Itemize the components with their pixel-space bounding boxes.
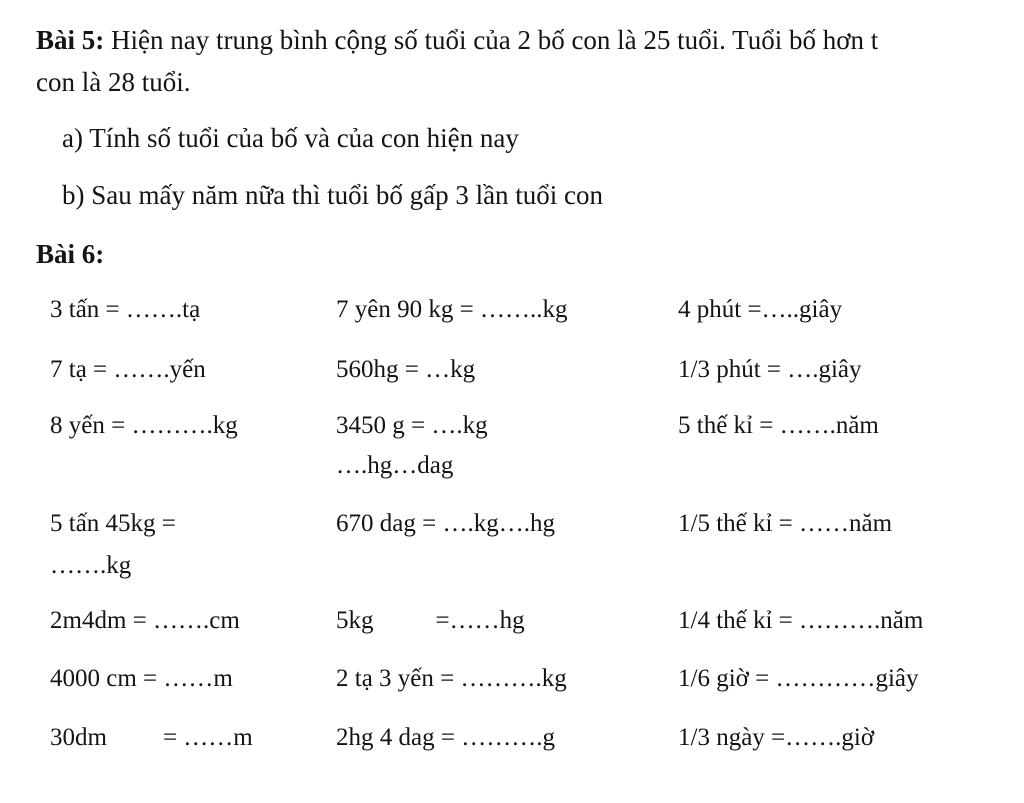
problem5-part-b: b) Sau mấy năm nữa thì tuổi bố gấp 3 lần tuổi con bbox=[62, 180, 604, 210]
exercise-cell: 3450 g = ….kg bbox=[336, 412, 488, 439]
exercise-cell-continuation: ….hg…dag bbox=[336, 452, 454, 479]
exercise-cell: 5 tấn 45kg = bbox=[50, 510, 176, 537]
exercise-cell: 4 phút =…..giây bbox=[678, 296, 843, 323]
exercise-cell: 3 tấn = …….tạ bbox=[50, 296, 201, 323]
exercise-cell: 8 yến = ……….kg bbox=[50, 412, 238, 439]
exercise-cell: 5 thế kỉ = …….năm bbox=[678, 412, 879, 439]
problem6-label: Bài 6: bbox=[36, 239, 105, 269]
exercise-cell: 560hg = …kg bbox=[336, 356, 476, 383]
exercise-cell: 2m4dm = …….cm bbox=[50, 607, 240, 634]
exercise-cell-part: =……hg bbox=[435, 607, 525, 634]
problem5-label: Bài 5: bbox=[36, 25, 105, 55]
exercise-cell bbox=[50, 723, 253, 753]
problem5-text-line2: con là 28 tuổi. bbox=[36, 67, 191, 97]
problem5-line1 bbox=[36, 24, 878, 56]
exercise-cell-part: 5kg bbox=[336, 607, 374, 634]
exercise-cell: 670 dag = ….kg….hg bbox=[336, 510, 555, 537]
exercise-cell: 7 tạ = …….yến bbox=[50, 356, 206, 383]
exercise-cell: 7 yên 90 kg = ……..kg bbox=[336, 296, 568, 323]
exercise-cell-part: = ……m bbox=[162, 724, 253, 751]
exercise-cell: 2hg 4 dag = ……….g bbox=[336, 724, 555, 751]
exercise-cell: 1/6 giờ = …………giây bbox=[678, 665, 919, 692]
exercise-cell: 1/5 thế kỉ = ……năm bbox=[678, 510, 893, 537]
problem5-part-a: a) Tính số tuổi của bố và của con hiện nay bbox=[62, 123, 519, 153]
exercise-cell: 1/3 phút = ….giây bbox=[678, 356, 862, 383]
exercise-cell-continuation: …….kg bbox=[50, 552, 132, 579]
problem5-text-line1: Hiện nay trung bình cộng số tuổi của 2 bố con là 25 tuổi. Tuổi bố hơn t bbox=[104, 25, 879, 55]
exercise-cell: 1/4 thế kỉ = ……….năm bbox=[678, 607, 924, 634]
exercise-cell: 2 tạ 3 yến = ……….kg bbox=[336, 665, 567, 692]
exercise-cell-part: 30dm bbox=[50, 724, 107, 751]
exercise-cell: 4000 cm = ……m bbox=[50, 665, 233, 692]
exercise-cell bbox=[336, 606, 525, 636]
exercise-cell: 1/3 ngày =…….giờ bbox=[678, 724, 875, 751]
